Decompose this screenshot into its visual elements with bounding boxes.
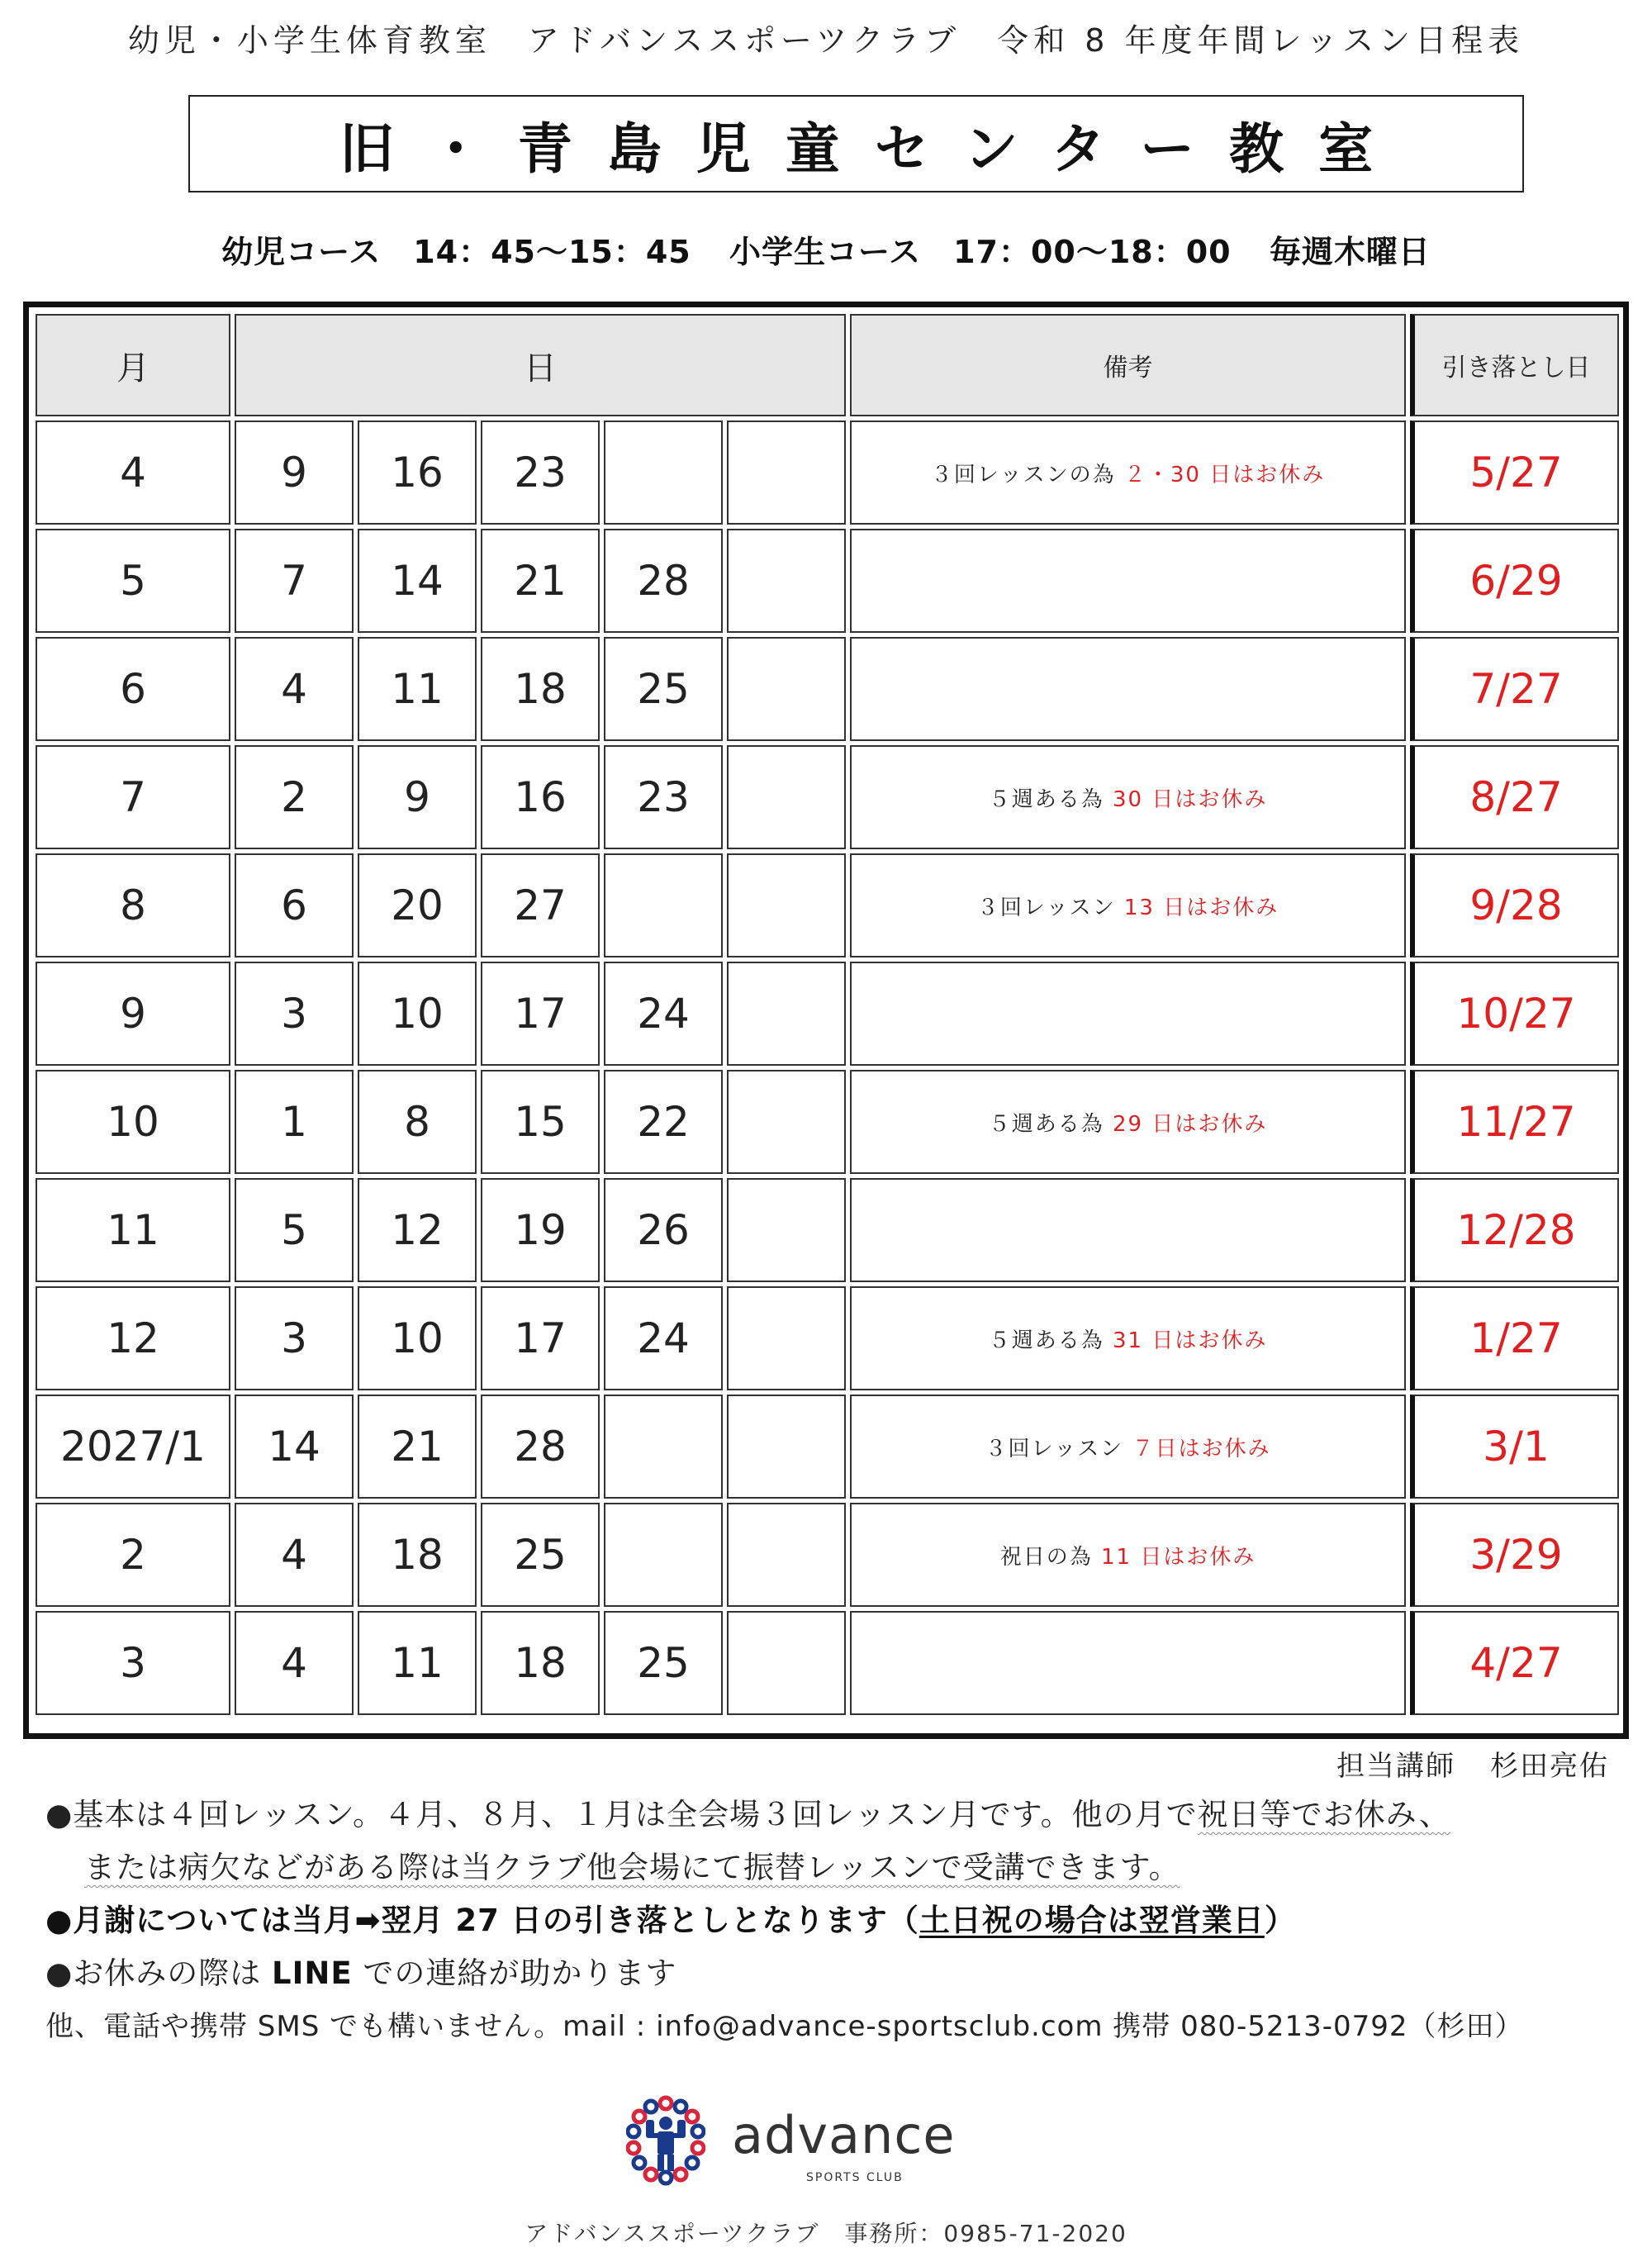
day-cell: 9 — [358, 745, 477, 849]
note-line-3-underlined: 土日祝の場合は翌営業日 — [919, 1903, 1265, 1938]
month-cell: 11 — [36, 1178, 230, 1282]
debit-date-cell: 3/1 — [1410, 1395, 1619, 1499]
day-cell — [727, 745, 846, 849]
note-cell — [850, 1395, 1406, 1499]
day-cell — [604, 853, 723, 957]
instructor — [1336, 1743, 1609, 1784]
day-cell: 18 — [481, 637, 600, 741]
month-cell: 4 — [36, 421, 230, 525]
debit-date-cell: 4/27 — [1410, 1611, 1619, 1715]
note-line-3-close: ） — [1264, 1903, 1296, 1938]
note-holiday-text: 11 日はお休み — [1100, 1544, 1256, 1570]
day-cell: 25 — [604, 1611, 723, 1715]
note-cell — [850, 1070, 1406, 1174]
month-cell: 3 — [36, 1611, 230, 1715]
day-cell: 16 — [481, 745, 600, 849]
debit-date-cell: 3/29 — [1410, 1503, 1619, 1607]
header-debit-date: 引き落とし日 — [1410, 314, 1619, 416]
day-cell: 22 — [604, 1070, 723, 1174]
day-cell — [727, 421, 846, 525]
weekday-label: 毎週木曜日 — [1269, 234, 1431, 270]
day-cell: 18 — [358, 1503, 477, 1607]
table-row — [36, 1503, 1619, 1607]
day-cell: 17 — [481, 1286, 600, 1390]
month-cell: 6 — [36, 637, 230, 741]
day-cell: 28 — [481, 1395, 600, 1499]
logo-emblem-icon — [626, 2095, 705, 2186]
debit-date-cell: 10/27 — [1410, 962, 1619, 1066]
note-line-1 — [45, 1789, 1623, 1841]
day-cell — [727, 1611, 846, 1715]
instructor-name: 杉田亮佑 — [1490, 1750, 1609, 1783]
day-cell: 23 — [481, 421, 600, 525]
day-cell — [604, 1503, 723, 1607]
day-cell — [727, 1286, 846, 1390]
note-line-4-line: LINE — [272, 1955, 353, 1991]
day-cell: 14 — [235, 1395, 354, 1499]
elementary-course-time: 小学生コース 17：00〜18：00 — [729, 234, 1232, 270]
day-cell: 24 — [604, 962, 723, 1066]
instructor-label: 担当講師 — [1336, 1750, 1455, 1783]
note-cell — [850, 421, 1406, 525]
month-cell: 5 — [36, 529, 230, 633]
classroom-title: 旧・青島児童センター教室 — [339, 116, 1408, 181]
note-cell — [850, 1611, 1406, 1715]
note-text: ３回レッスンの為 — [930, 462, 1124, 487]
month-cell: 9 — [36, 962, 230, 1066]
header-month: 月 — [36, 314, 230, 416]
note-cell — [850, 853, 1406, 957]
day-cell — [727, 1395, 846, 1499]
course-times — [0, 226, 1652, 272]
note-line-4-text: ●お休みの際は — [45, 1955, 273, 1991]
day-cell: 15 — [481, 1070, 600, 1174]
table-row — [36, 1286, 1619, 1390]
debit-date-cell: 5/27 — [1410, 421, 1619, 525]
day-cell — [727, 1070, 846, 1174]
note-line-3-text: ●月謝については当月➡翌月 27 日の引き落としとなります（ — [45, 1903, 919, 1938]
note-holiday-text: 13 日はお休み — [1123, 895, 1279, 920]
note-text: ５週ある為 — [988, 1328, 1113, 1353]
note-line-4-rest: での連絡が助かります — [352, 1955, 677, 1991]
note-line-2-text: または病欠などがある際は当クラブ他会場にて振替レッスンで受講できます。 — [84, 1850, 1180, 1885]
schedule-table — [31, 310, 1623, 1719]
day-cell: 11 — [358, 1611, 477, 1715]
day-cell: 10 — [358, 962, 477, 1066]
month-cell: 8 — [36, 853, 230, 957]
note-cell — [850, 745, 1406, 849]
table-row — [36, 1395, 1619, 1499]
day-cell: 26 — [604, 1178, 723, 1282]
day-cell — [727, 637, 846, 741]
day-cell: 28 — [604, 529, 723, 633]
day-cell: 4 — [235, 637, 354, 741]
day-cell — [727, 1503, 846, 1607]
day-cell: 25 — [481, 1503, 600, 1607]
contact-line: 他、電話や携帯 SMS でも構いません。mail : info@advance-sportsclub.com 携帯 080-5213-0792（杉田） — [45, 2010, 1524, 2043]
note-holiday-text: 30 日はお休み — [1112, 786, 1268, 812]
note-cell — [850, 529, 1406, 633]
note-holiday-text: 31 日はお休み — [1112, 1328, 1268, 1353]
table-row — [36, 962, 1619, 1066]
note-cell — [850, 637, 1406, 741]
day-cell: 25 — [604, 637, 723, 741]
day-cell: 14 — [358, 529, 477, 633]
debit-date-cell: 6/29 — [1410, 529, 1619, 633]
note-cell — [850, 962, 1406, 1066]
day-cell: 17 — [481, 962, 600, 1066]
footer-office: 事務所：0985-71-2020 — [844, 2220, 1127, 2247]
day-cell: 3 — [235, 962, 354, 1066]
schedule-table-frame — [23, 302, 1629, 1739]
header-day: 日 — [235, 314, 846, 416]
day-cell: 3 — [235, 1286, 354, 1390]
table-row — [36, 745, 1619, 849]
month-cell: 2 — [36, 1503, 230, 1607]
day-cell: 21 — [481, 529, 600, 633]
note-holiday-text: ２・30 日はお休み — [1123, 462, 1326, 487]
advance-logo — [626, 2095, 973, 2194]
note-line-1-emphasis: 祝日等でお休み、 — [1197, 1797, 1450, 1832]
month-cell: 10 — [36, 1070, 230, 1174]
table-row — [36, 1070, 1619, 1174]
kids-course-time: 幼児コース 14：45〜15：45 — [221, 234, 691, 270]
notes-section — [45, 1789, 1623, 2053]
day-cell: 9 — [235, 421, 354, 525]
table-row — [36, 1178, 1619, 1282]
day-cell: 20 — [358, 853, 477, 957]
logo-wordmark: advance — [732, 2105, 956, 2165]
day-cell: 21 — [358, 1395, 477, 1499]
day-cell: 23 — [604, 745, 723, 849]
day-cell — [604, 421, 723, 525]
day-cell: 1 — [235, 1070, 354, 1174]
note-line-2 — [45, 1841, 1623, 1894]
table-header-row — [36, 314, 1619, 416]
note-text: ５週ある為 — [988, 786, 1113, 812]
table-row — [36, 421, 1619, 525]
day-cell: 18 — [481, 1611, 600, 1715]
day-cell: 19 — [481, 1178, 600, 1282]
note-cell — [850, 1286, 1406, 1390]
day-cell: 10 — [358, 1286, 477, 1390]
day-cell — [604, 1395, 723, 1499]
day-cell: 11 — [358, 637, 477, 741]
month-cell: 7 — [36, 745, 230, 849]
debit-date-cell: 1/27 — [1410, 1286, 1619, 1390]
debit-date-cell: 8/27 — [1410, 745, 1619, 849]
note-cell — [850, 1178, 1406, 1282]
note-holiday-text: ７日はお休み — [1132, 1436, 1271, 1461]
day-cell — [727, 1178, 846, 1282]
day-cell — [727, 962, 846, 1066]
day-cell: 7 — [235, 529, 354, 633]
day-cell: 12 — [358, 1178, 477, 1282]
day-cell — [727, 529, 846, 633]
debit-date-cell: 9/28 — [1410, 853, 1619, 957]
day-cell: 6 — [235, 853, 354, 957]
table-row — [36, 1611, 1619, 1715]
document-header: 幼児・小学生体育教室 アドバンススポーツクラブ 令和 8 年度年間レッスン日程表 — [127, 22, 1525, 59]
day-cell: 4 — [235, 1503, 354, 1607]
day-cell: 27 — [481, 853, 600, 957]
day-cell: 4 — [235, 1611, 354, 1715]
day-cell: 2 — [235, 745, 354, 849]
debit-date-cell: 12/28 — [1410, 1178, 1619, 1282]
note-line-1-text: ●基本は４回レッスン。４月、８月、１月は全会場３回レッスン月です。他の月で — [45, 1797, 1198, 1832]
note-line-3 — [45, 1894, 1623, 1947]
table-row — [36, 637, 1619, 741]
header-note: 備考 — [850, 314, 1406, 416]
debit-date-cell: 11/27 — [1410, 1070, 1619, 1174]
note-line-4 — [45, 1947, 1623, 2000]
month-cell: 2027/1 — [36, 1395, 230, 1499]
month-cell: 12 — [36, 1286, 230, 1390]
note-cell — [850, 1503, 1406, 1607]
note-text: ３回レッスン — [985, 1436, 1132, 1461]
note-holiday-text: 29 日はお休み — [1112, 1111, 1268, 1137]
footer — [0, 2216, 1652, 2249]
note-text: ３回レッスン — [976, 895, 1124, 920]
logo-subtitle: SPORTS CLUB — [806, 2171, 904, 2184]
debit-date-cell: 7/27 — [1410, 637, 1619, 741]
day-cell: 24 — [604, 1286, 723, 1390]
day-cell: 5 — [235, 1178, 354, 1282]
note-text: 祝日の為 — [999, 1544, 1101, 1570]
table-row — [36, 853, 1619, 957]
day-cell: 8 — [358, 1070, 477, 1174]
classroom-title-box — [188, 95, 1524, 192]
table-row — [36, 529, 1619, 633]
day-cell: 16 — [358, 421, 477, 525]
day-cell — [727, 853, 846, 957]
note-text: ５週ある為 — [988, 1111, 1113, 1137]
footer-club-name: アドバンススポーツクラブ — [525, 2220, 820, 2247]
